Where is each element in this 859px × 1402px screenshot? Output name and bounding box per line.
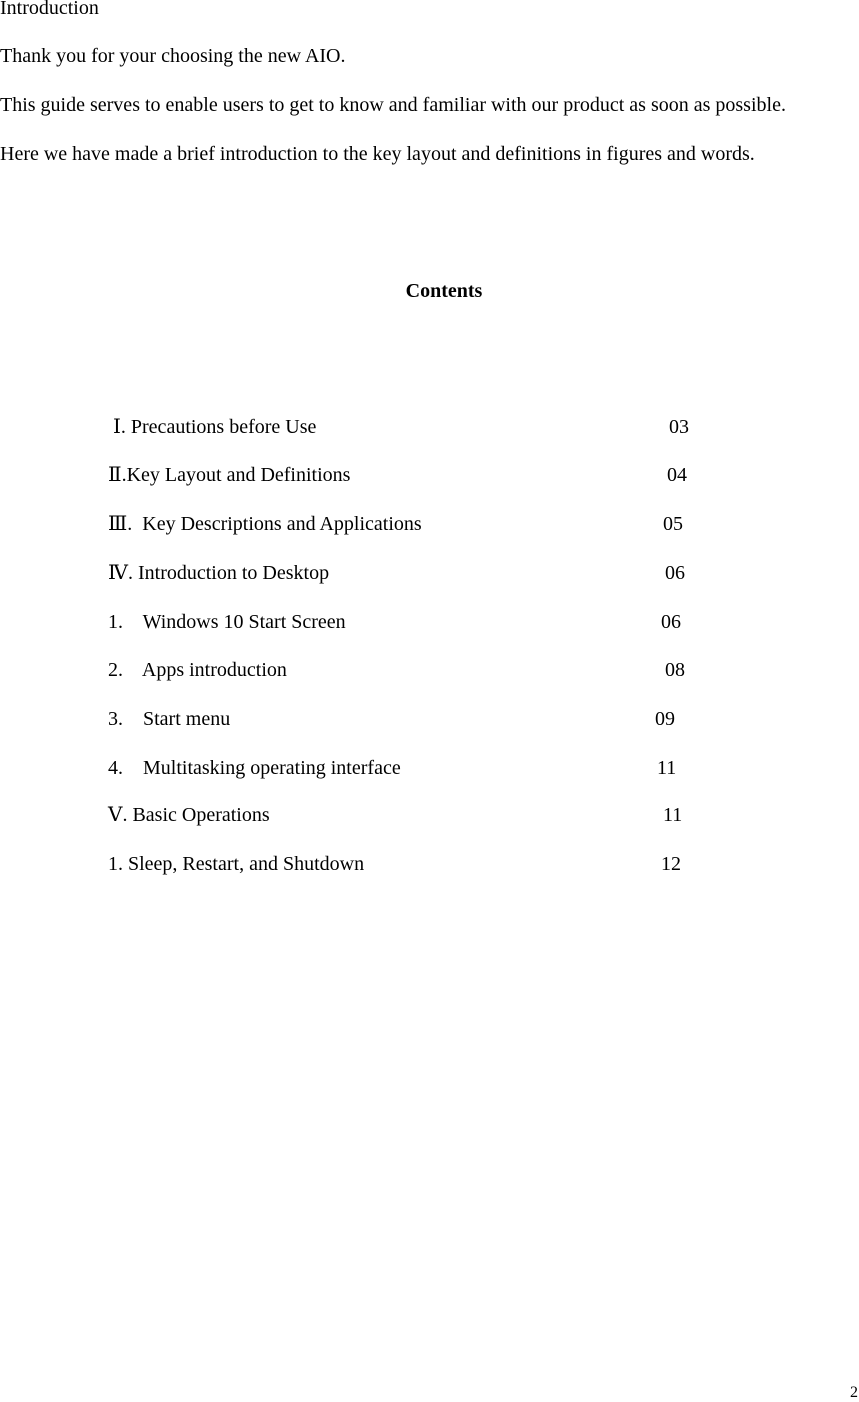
toc-entry[interactable] [108,803,708,827]
toc-entry[interactable] [108,707,708,731]
toc-entry-label: 1. Windows 10 Start Screen [108,611,346,633]
introduction-paragraph-3: Here we have made a brief introduction to the key layout and definitions in figures and words. [0,143,755,165]
toc-entry-label: Ⅰ. Precautions before Use [108,416,317,438]
toc-entry-page: 04 [667,464,687,486]
toc-entry-page: 12 [661,853,681,875]
toc-entry-page: 06 [665,562,685,584]
introduction-paragraph-2: This guide serves to enable users to get to know and familiar with our product as soon as possible. [0,94,786,116]
introduction-paragraph-1: Thank you for your choosing the new AIO. [0,45,346,67]
toc-entry-page: 09 [655,708,675,730]
toc-entry-page: 06 [661,611,681,633]
toc-entry[interactable] [108,512,708,536]
introduction-heading: Introduction [0,0,99,19]
toc-entry-page: 11 [657,757,677,779]
toc-entry[interactable] [108,561,708,585]
toc-entry[interactable] [108,463,708,487]
toc-entry[interactable] [108,852,708,876]
toc-entry-label: Ⅲ. Key Descriptions and Applications [108,513,422,535]
toc-entry[interactable] [108,658,708,682]
toc-entry-label: Ⅴ. Basic Operations [108,804,270,826]
toc-entry[interactable] [108,415,708,439]
toc-entry-label: Ⅱ.Key Layout and Definitions [108,464,351,486]
toc-entry[interactable] [108,610,708,634]
page-number: 2 [850,1384,858,1401]
toc-entry-page: 03 [669,416,689,438]
toc-entry-label: 4. Multitasking operating interface [108,757,401,779]
toc-entry-page: 08 [665,659,685,681]
toc-entry[interactable] [108,756,708,780]
contents-title: Contents [405,280,483,302]
toc-entry-label: 3. Start menu [108,708,231,730]
toc-entry-page: 11 [663,804,683,826]
toc-entry-page: 05 [663,513,683,535]
toc-entry-label: 1. Sleep, Restart, and Shutdown [108,853,365,875]
toc-entry-label: Ⅳ. Introduction to Desktop [108,562,330,584]
toc-entry-label: 2. Apps introduction [108,659,287,681]
